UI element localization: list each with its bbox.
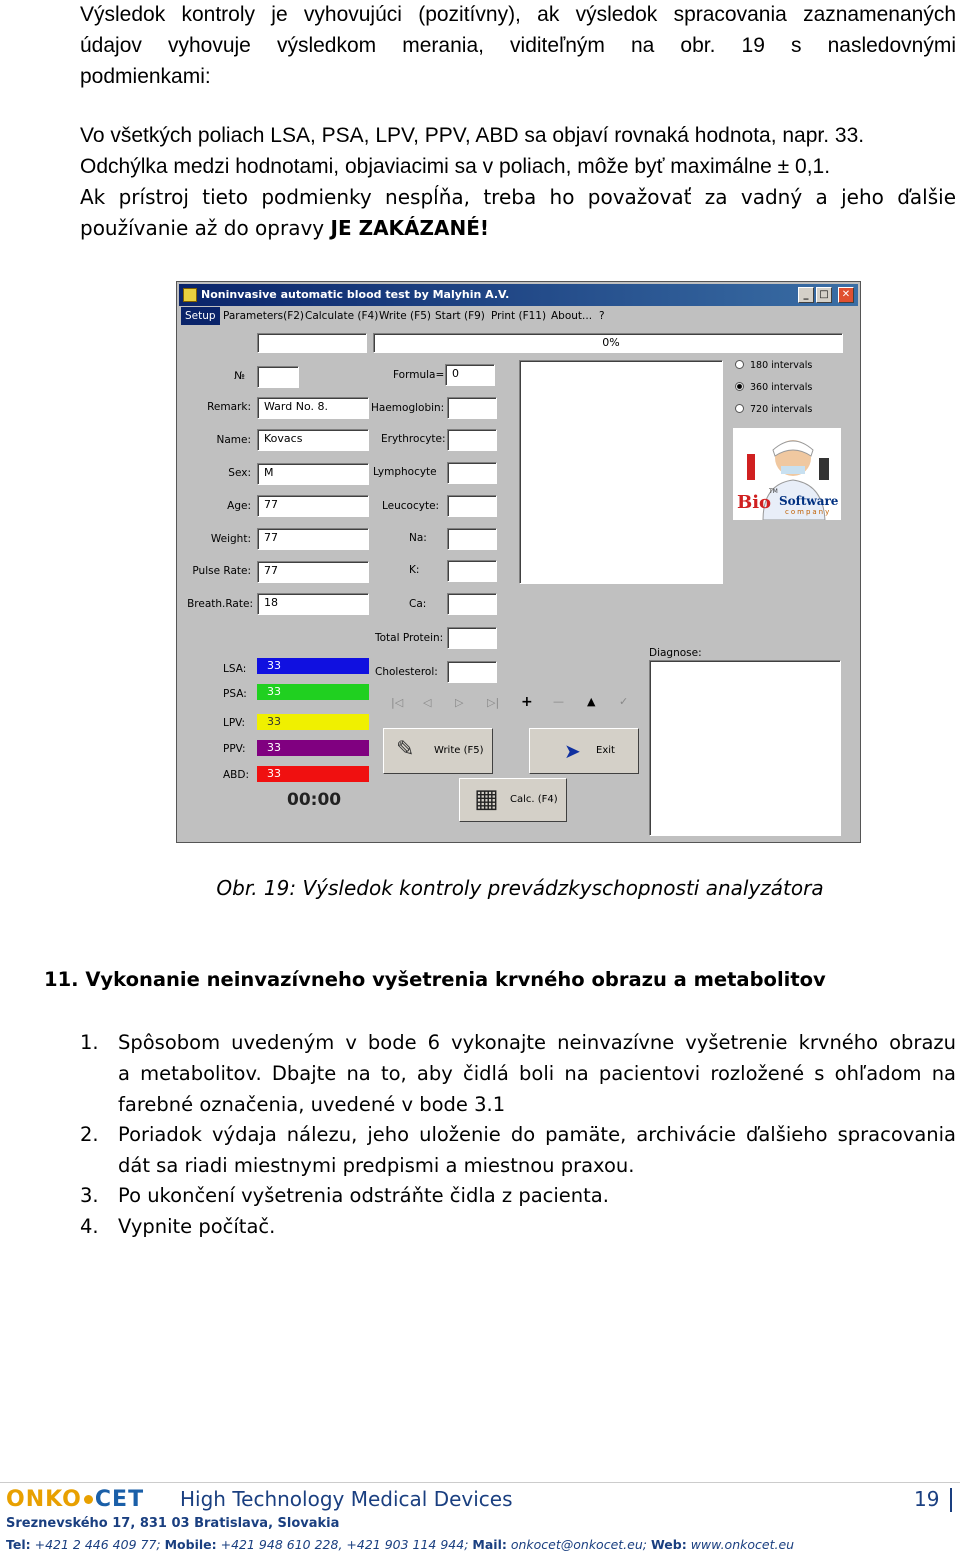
- mail-link[interactable]: onkocet@onkocet.eu;: [506, 1537, 651, 1552]
- step-2-line-2: dát sa riadi miestnymi predpismi a miestnou praxou.: [118, 1154, 635, 1177]
- logo-company: company: [785, 508, 832, 516]
- menu-start[interactable]: Start (F9): [435, 310, 485, 322]
- label-cholesterol: Cholesterol:: [375, 666, 438, 678]
- pen-icon: ✎: [396, 737, 415, 762]
- page-number-bar: [950, 1488, 952, 1512]
- intro-line-2: údajov vyhovuje výsledkom merania, viditeľným na obr. 19 s nasledovnými: [80, 34, 956, 57]
- radio-180[interactable]: [735, 360, 812, 372]
- label-haemoglobin: Haemoglobin:: [371, 402, 445, 414]
- k-field[interactable]: [447, 560, 497, 582]
- step-2-line-1: Poriadok výdaja nálezu, jeho uloženie do pamäte, archivácie ďalšieho spracovania: [118, 1123, 956, 1146]
- radio-720-label: 720 intervals: [750, 404, 813, 415]
- na-field[interactable]: [447, 528, 497, 550]
- menu-bar: [179, 307, 858, 325]
- radio-360-label: 360 intervals: [750, 382, 813, 393]
- radio-icon: [735, 404, 744, 413]
- lsa-bar: 33: [257, 658, 369, 674]
- pulse-field[interactable]: 77: [257, 561, 369, 583]
- weight-field[interactable]: 77: [257, 528, 369, 550]
- label-protein: Total Protein:: [375, 632, 444, 644]
- logo-dot: [84, 1495, 93, 1504]
- label-formula: Formula=: [393, 369, 445, 381]
- step-3-line-1: Po ukončení vyšetrenia odstráňte čidla z pacienta.: [118, 1184, 609, 1207]
- breath-field[interactable]: 18: [257, 593, 369, 615]
- post-record-icon[interactable]: ✓: [619, 695, 629, 708]
- abd-bar: 33: [257, 766, 369, 782]
- warning-text: JE ZAKÁZANÉ!: [330, 216, 490, 240]
- label-breath: Breath.Rate:: [187, 598, 253, 610]
- app-icon: [183, 288, 197, 302]
- intro-line-4: Vo všetkých poliach LSA, PSA, LPV, PPV, ABD sa objaví rovnaká hodnota, napr. 33.: [80, 124, 865, 147]
- last-record-icon[interactable]: ▷|: [487, 696, 500, 709]
- label-remark: Remark:: [207, 401, 251, 413]
- section-title: 11. Vykonanie neinvazívneho vyšetrenia krvného obrazu a metabolitov: [44, 968, 826, 991]
- label-name: Name:: [216, 434, 251, 446]
- add-record-icon[interactable]: +: [521, 694, 533, 710]
- calc-button[interactable]: [459, 778, 567, 822]
- write-button-label: Write (F5): [434, 745, 484, 756]
- bio-software-logo: [733, 428, 841, 520]
- menu-parameters[interactable]: Parameters(F2): [223, 310, 305, 322]
- label-age: Age:: [227, 500, 251, 512]
- formula-field[interactable]: 0: [445, 364, 495, 386]
- age-field[interactable]: 77: [257, 495, 369, 517]
- lymphocyte-field[interactable]: [447, 462, 497, 484]
- label-ca: Ca:: [409, 598, 427, 610]
- tel-value: +421 2 446 409 77;: [30, 1537, 165, 1552]
- radio-720[interactable]: [735, 404, 812, 416]
- exit-button[interactable]: [529, 728, 639, 774]
- name-field[interactable]: Kovacs: [257, 429, 369, 451]
- step-4-line-1: Vypnite počítač.: [118, 1215, 276, 1238]
- timer: 00:00: [287, 790, 342, 810]
- calc-button-label: Calc. (F4): [510, 794, 558, 805]
- ca-field[interactable]: [447, 593, 497, 615]
- label-diagnose: Diagnose:: [649, 647, 702, 659]
- sex-field[interactable]: M: [257, 463, 369, 485]
- ppv-bar: 33: [257, 740, 369, 756]
- next-record-icon[interactable]: ▷: [455, 696, 464, 709]
- top-input[interactable]: [257, 333, 367, 353]
- label-abd: ABD:: [223, 769, 250, 781]
- label-erythrocyte: Erythrocyte:: [381, 433, 446, 445]
- web-label: Web:: [650, 1537, 687, 1552]
- label-lpv: LPV:: [223, 717, 246, 729]
- exit-button-label: Exit: [596, 745, 615, 756]
- radio-selected-icon: [735, 382, 744, 391]
- web-link[interactable]: www.onkocet.eu: [686, 1537, 795, 1552]
- lpv-bar: 33: [257, 714, 369, 730]
- logo-onko: ONKO: [6, 1487, 82, 1512]
- radio-180-label: 180 intervals: [750, 360, 813, 371]
- logo-bio: Bio: [737, 492, 772, 513]
- delete-record-icon[interactable]: —: [553, 695, 564, 708]
- logo-cet: CET: [94, 1487, 145, 1512]
- label-pulse: Pulse Rate:: [192, 565, 251, 577]
- menu-about[interactable]: About...: [551, 310, 593, 322]
- progress-bar: 0%: [373, 333, 843, 353]
- onkocet-logo: [6, 1487, 144, 1512]
- intro-line-7: [80, 213, 956, 244]
- write-button[interactable]: [383, 728, 493, 774]
- haemoglobin-field[interactable]: [447, 397, 497, 419]
- intro-line-5: Odchýlka medzi hodnotami, objaviacimi sa v poliach, môže byť maximálne ± 0,1.: [80, 155, 831, 178]
- figure-caption: Obr. 19: Výsledok kontroly prevádzkyschopnosti analyzátora: [216, 876, 824, 900]
- label-lsa: LSA:: [223, 663, 247, 675]
- label-k: K:: [409, 564, 420, 576]
- intro-line-7-text: používanie až do opravy: [80, 216, 331, 240]
- footer-company: High Technology Medical Devices: [180, 1487, 513, 1511]
- footer-divider: [0, 1482, 960, 1483]
- page-number: 19: [914, 1487, 940, 1511]
- logo-tm: TM: [769, 488, 778, 495]
- radio-icon: [735, 360, 744, 369]
- step-1-line-2: a metabolitov. Dbajte na to, aby čidlá boli na pacientovi rozložené s ohľadom na: [118, 1062, 956, 1085]
- exit-arrow-icon: ➤: [564, 739, 581, 763]
- remark-field[interactable]: Ward No. 8.: [257, 397, 369, 419]
- prev-record-icon[interactable]: ◁: [423, 696, 432, 709]
- mail-label: Mail:: [472, 1537, 507, 1552]
- step-1-num: 1.: [80, 1031, 99, 1054]
- tel-label: Tel:: [6, 1537, 31, 1552]
- label-leucocyte: Leucocyte:: [382, 500, 440, 512]
- cholesterol-field[interactable]: [447, 661, 497, 683]
- calculator-icon: ▦: [474, 784, 499, 814]
- erythrocyte-field[interactable]: [447, 429, 497, 451]
- minimize-button[interactable]: _: [798, 287, 814, 303]
- diagnose-field[interactable]: [649, 660, 841, 836]
- psa-bar: 33: [257, 684, 369, 700]
- edit-record-icon[interactable]: ▲: [587, 695, 596, 708]
- mobile-label: Mobile:: [164, 1537, 217, 1552]
- menu-print[interactable]: Print (F11): [491, 310, 547, 322]
- label-sex: Sex:: [228, 467, 251, 479]
- protein-field[interactable]: [447, 627, 497, 649]
- logo-software: Software: [779, 494, 839, 508]
- step-1-line-3: farebné označenia, uvedené v bode 3.1: [118, 1093, 506, 1116]
- menu-setup[interactable]: Setup: [181, 307, 220, 325]
- graph-area: [519, 360, 723, 584]
- step-4-num: 4.: [80, 1215, 99, 1238]
- label-psa: PSA:: [223, 688, 247, 700]
- step-1-line-1: Spôsobom uvedeným v bode 6 vykonajte neinvazívne vyšetrenie krvného obrazu: [118, 1031, 956, 1054]
- leucocyte-field[interactable]: [447, 495, 497, 517]
- intro-line-1: Výsledok kontroly je vyhovujúci (pozitívny), ak výsledok spracovania zaznamenaných: [80, 3, 956, 26]
- intro-line-6: Ak prístroj tieto podmienky nespĺňa, treba ho považovať za vadný a jeho ďalšie: [80, 185, 956, 209]
- mobile-value: +421 948 610 228, +421 903 114 944;: [216, 1537, 473, 1552]
- step-3-num: 3.: [80, 1184, 99, 1207]
- footer-address: Sreznevského 17, 831 03 Bratislava, Slovakia: [6, 1516, 340, 1531]
- app-window: [176, 281, 861, 843]
- first-record-icon[interactable]: |◁: [391, 696, 404, 709]
- footer-contact: [6, 1537, 794, 1552]
- maximize-button[interactable]: □: [816, 287, 832, 303]
- label-weight: Weight:: [210, 533, 251, 545]
- label-na: Na:: [409, 532, 427, 544]
- menu-write[interactable]: Write (F5): [379, 310, 431, 322]
- no-field[interactable]: [257, 366, 299, 388]
- menu-calculate[interactable]: Calculate (F4): [305, 310, 379, 322]
- intro-line-3: podmienkami:: [80, 65, 211, 88]
- window-title: Noninvasive automatic blood test by Malyhin A.V.: [201, 288, 510, 301]
- title-bar: [179, 284, 858, 306]
- close-button[interactable]: ✕: [838, 287, 854, 303]
- radio-360[interactable]: [735, 382, 812, 394]
- menu-help[interactable]: ?: [599, 310, 605, 322]
- step-2-num: 2.: [80, 1123, 99, 1146]
- label-ppv: PPV:: [223, 743, 246, 755]
- label-lymphocyte: Lymphocyte: [373, 466, 437, 478]
- label-no: №: [234, 370, 245, 382]
